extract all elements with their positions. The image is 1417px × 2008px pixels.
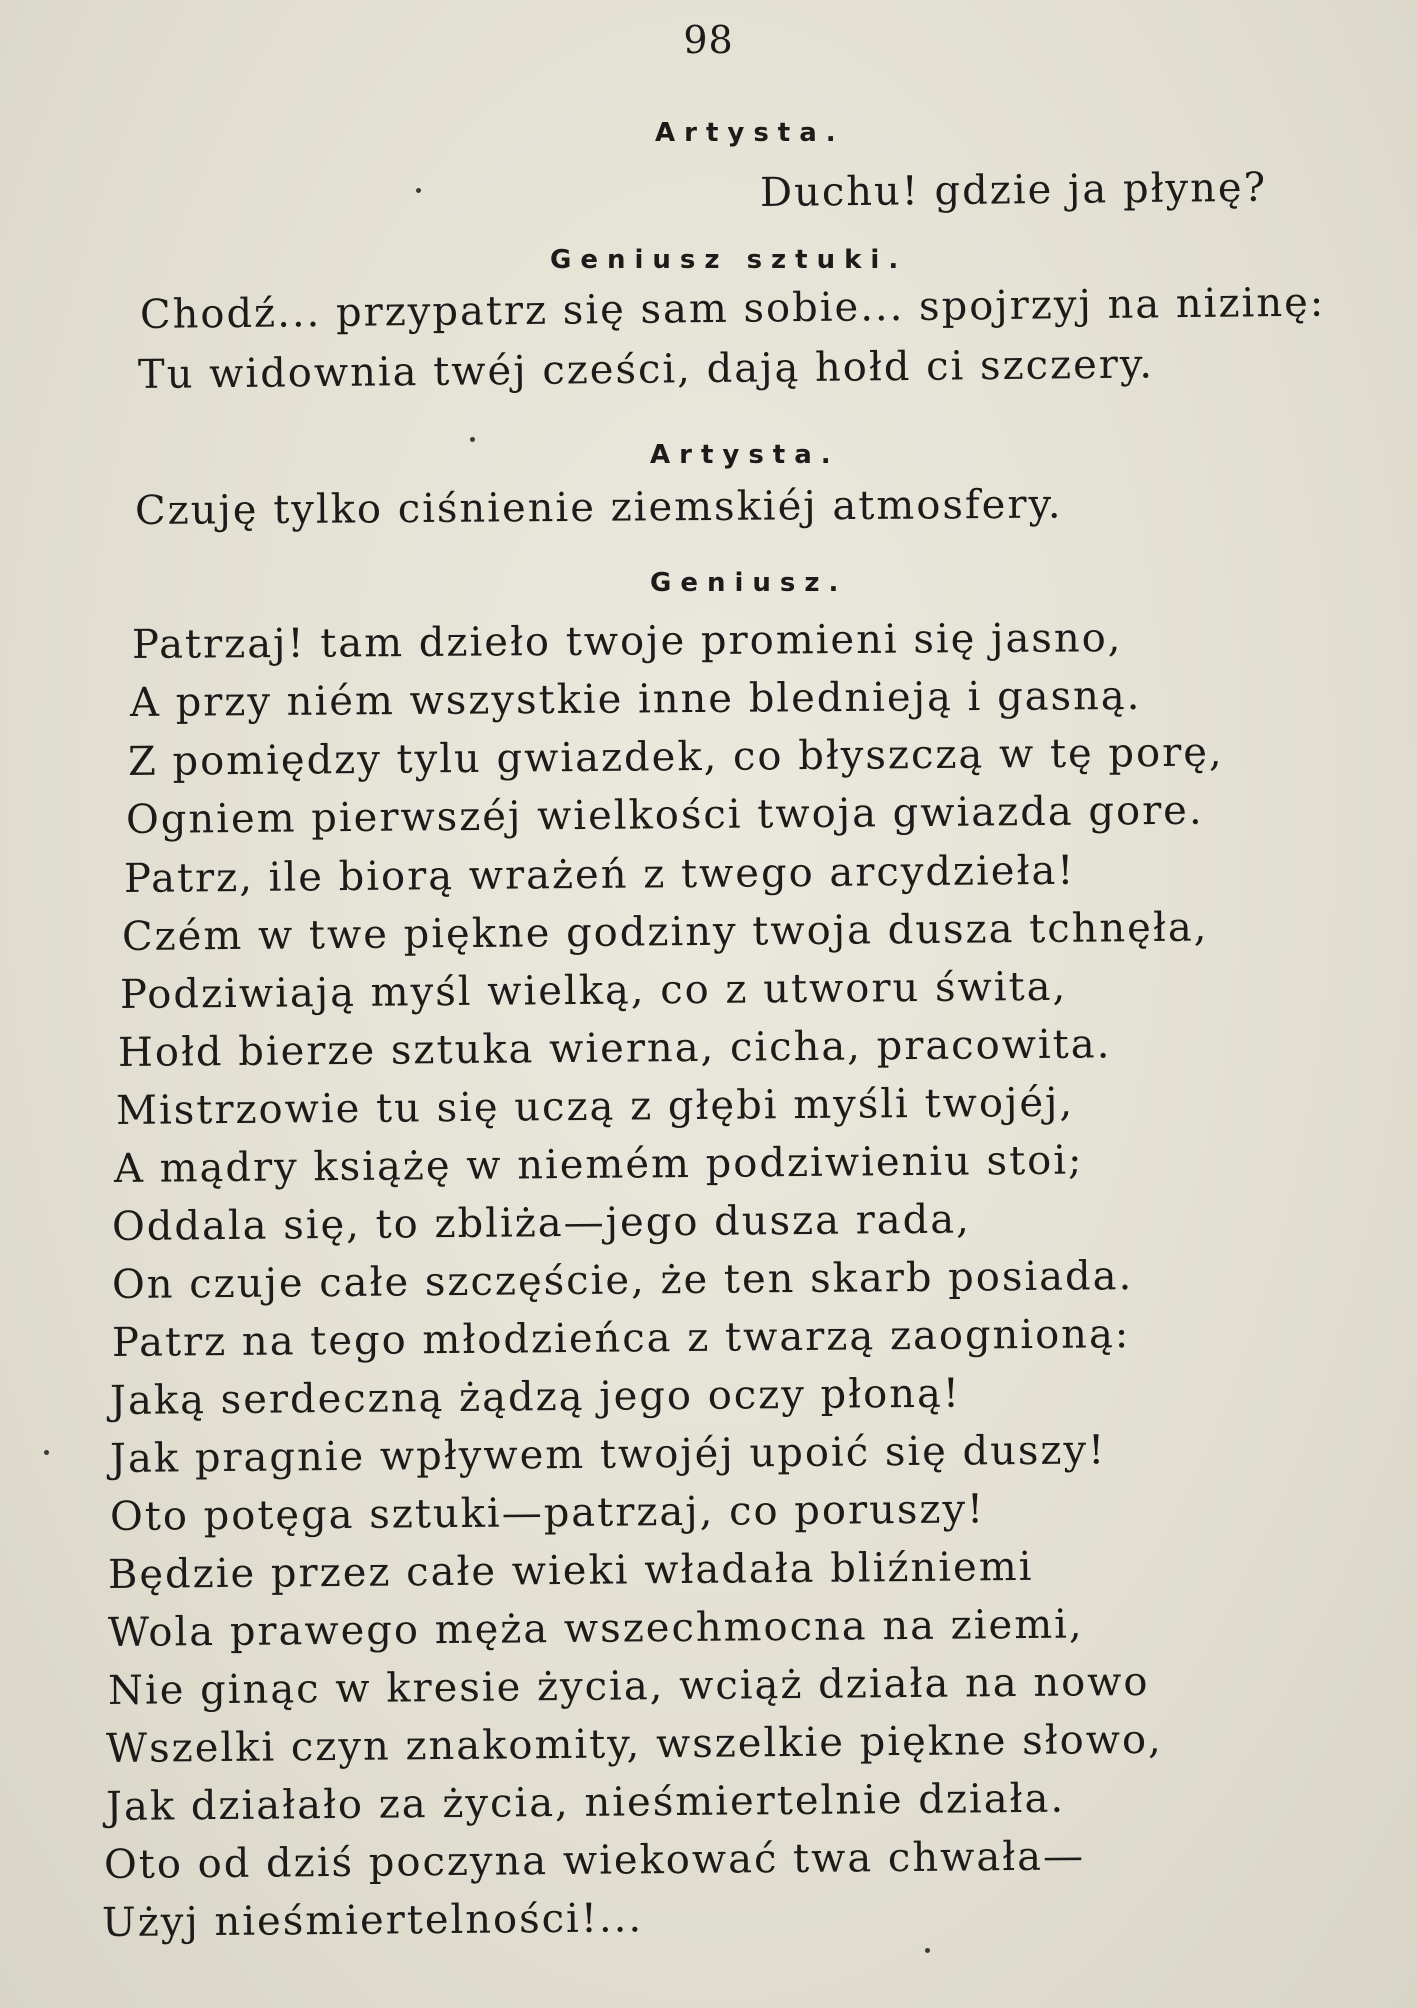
verse-line: Jak pragnie wpływem twojéj upoić się duszy! — [109, 1427, 1107, 1482]
print-speck — [470, 437, 475, 442]
verse-line: Czuję tylko ciśnienie ziemskiéj atmosfery. — [134, 481, 1063, 534]
verse-line: Oto potęga sztuki—patrzaj, co poruszy! — [109, 1486, 986, 1540]
verse-line: Patrzaj! tam dzieło twoje promieni się jasno, — [131, 615, 1123, 668]
print-speck — [416, 188, 421, 193]
verse-line: Hołd bierze sztuka wierna, cicha, pracowita. — [117, 1021, 1112, 1076]
verse-line: Podziwiają myśl wielką, co z utworu świta, — [119, 963, 1068, 1018]
verse-line: Chodź... przypatrz się sam sobie... spojrzyj na nizinę: — [139, 279, 1326, 338]
print-speck — [44, 1450, 49, 1455]
verse-line: Wszelki czyn znakomity, wszelkie piękne słowo, — [105, 1716, 1163, 1772]
verse-line: A przy niém wszystkie inne blednieją i gasną. — [129, 672, 1142, 726]
verse-line: Tu widownia twéj cześci, dają hołd ci szczery. — [137, 341, 1155, 398]
verse-line: Oto od dziś poczyna wiekować twa chwała— — [103, 1833, 1086, 1888]
verse-line: Wola prawego męża wszechmocna na ziemi, — [107, 1601, 1084, 1656]
verse-line: Nie ginąc w kresie życia, wciąż działa na nowo — [107, 1658, 1150, 1714]
speaker-label-artysta-2: Artysta. — [650, 440, 840, 470]
verse-line: Duchu! gdzie ja płynę? — [759, 164, 1268, 216]
speaker-label-geniusz-sztuki: Geniusz sztuki. — [550, 245, 908, 275]
verse-line: Ogniem pierwszéj wielkości twoja gwiazda gore. — [125, 787, 1204, 843]
verse-line: Użyj nieśmiertelności!... — [101, 1895, 644, 1946]
page-number: 98 — [683, 18, 734, 62]
verse-line: Jak działało za życia, nieśmiertelnie działa. — [105, 1775, 1066, 1830]
verse-line: On czuje całe szczęście, że ten skarb posiada. — [111, 1253, 1134, 1308]
verse-line: Z pomiędzy tylu gwiazdek, co błyszczą w tę porę, — [127, 729, 1224, 785]
verse-line: A mądry książę w niemém podziwieniu stoi; — [113, 1137, 1084, 1192]
speaker-label-artysta-1: Artysta. — [655, 118, 845, 148]
print-speck — [925, 1948, 930, 1953]
verse-line: Patrz, ile biorą wrażeń z twego arcydzieła! — [123, 847, 1076, 902]
verse-line: Patrz na tego młodzieńca z twarzą zaognioną: — [111, 1311, 1131, 1366]
verse-line: Mistrzowie tu się uczą z głębi myśli twojéj, — [115, 1079, 1075, 1134]
speaker-label-geniusz: Geniusz. — [650, 568, 848, 598]
verse-line: Będzie przez całe wieki władała bliźniemi — [107, 1543, 1034, 1598]
verse-line: Jaką serdeczną żądzą jego oczy płoną! — [109, 1370, 962, 1424]
verse-line: Oddala się, to zbliża—jego dusza rada, — [111, 1196, 972, 1250]
verse-line: Czém w twe piękne godziny twoja dusza tchnęła, — [121, 904, 1209, 960]
